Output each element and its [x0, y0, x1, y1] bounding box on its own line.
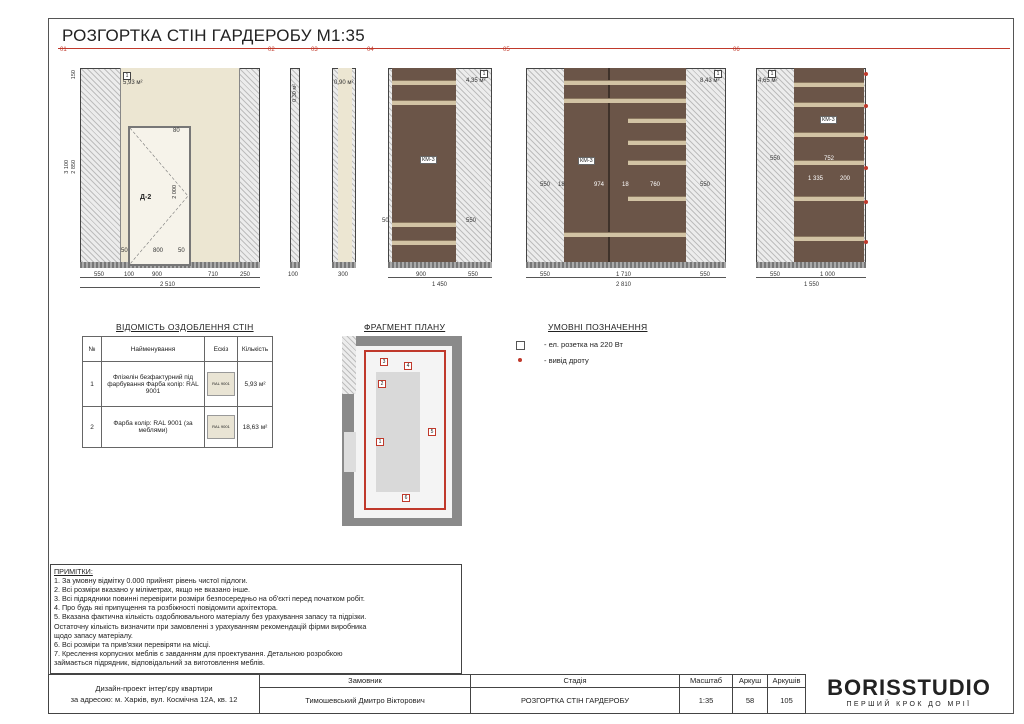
- w-3: 900: [152, 272, 163, 278]
- door-dim-right: 50: [178, 248, 185, 254]
- socket-icon: [516, 341, 525, 350]
- plan-marker-5: 5: [428, 428, 436, 436]
- door-dim-top: 80: [173, 128, 180, 134]
- mid-2: 752: [824, 156, 835, 162]
- w-2: 1 710: [616, 272, 632, 278]
- project-address: за адресою: м. Харків, вул. Космічна 12А, кв. 12: [70, 695, 238, 704]
- wire-outlet-icon: [518, 358, 522, 362]
- notes-block: [50, 564, 462, 674]
- note-line: 4. Про будь які припущення та розбіжності повідомити архітектора.: [54, 603, 278, 613]
- note-line: 1. За умовну відмітку 0.000 прийнят рівень чистої підлоги.: [54, 576, 248, 586]
- mid-5: 760: [650, 182, 661, 188]
- col-name: Найменування: [102, 337, 205, 362]
- door-height: 2 000: [172, 185, 178, 199]
- height-top: 150: [71, 70, 77, 80]
- note-line: займається підрядник, відповідальний за виготовлення меблів.: [54, 657, 265, 667]
- stage-label: Стадія: [471, 675, 679, 688]
- sheet-value: 58: [745, 696, 755, 705]
- w-2: 1 000: [820, 272, 836, 278]
- mid-6: 550: [700, 182, 711, 188]
- notes-heading: ПРИМІТКИ:: [54, 567, 93, 576]
- view-number-06: 06: [733, 47, 740, 53]
- w-1: 550: [94, 272, 105, 278]
- wall-badge: 1: [480, 70, 488, 78]
- scale-value: 1:35: [698, 696, 714, 705]
- stamp-sheets: [767, 674, 806, 714]
- finishes-table: [82, 336, 273, 448]
- wall-area: 0,30 м²: [292, 84, 298, 102]
- w-total: 1 450: [432, 282, 448, 288]
- finishes-heading: ВІДОМІСТЬ ОЗДОБЛЕННЯ СТІН: [116, 322, 254, 332]
- client-name: Тимошевський Дмитро Вікторович: [305, 696, 425, 705]
- scale-label: Масштаб: [680, 675, 732, 688]
- project-title: Дизайн-проект інтер'єру квартири: [95, 684, 213, 693]
- color-swatch: RAL 9001: [207, 415, 235, 439]
- wall-area: 4,65 м²: [758, 78, 778, 84]
- plan-marker-3: 3: [380, 358, 388, 366]
- legend-item-wire: - вивід дроту: [544, 356, 589, 365]
- mid-1: 550: [770, 156, 781, 162]
- view-number-01: 01: [60, 47, 67, 53]
- mid-2: 18: [558, 182, 565, 188]
- stamp-sheet: [732, 674, 768, 714]
- w-1: 300: [338, 272, 349, 278]
- view-number-05: 05: [503, 47, 510, 53]
- w-total: 1 550: [804, 282, 820, 288]
- note-line: 6. Всі розміри та прив'язки перевіряти на місці.: [54, 639, 211, 649]
- note-line: 3. Всі підрядники повинні перевірити розміри безпосередньо на об'єкті перед початком робіт.: [54, 594, 365, 604]
- height-total: 3 100: [64, 160, 70, 174]
- wall-badge: 1: [123, 72, 131, 80]
- stamp-stage: [470, 674, 680, 714]
- logo-slogan: ПЕРШИЙ КРОК ДО МРІЇ: [846, 701, 972, 708]
- plan-marker-1: 1: [376, 438, 384, 446]
- wall-area: 5,93 м²: [123, 80, 143, 86]
- furniture-tag: КМ-3: [422, 157, 435, 163]
- plan-marker-4: 4: [404, 362, 412, 370]
- mid-3: 1 335: [808, 176, 824, 182]
- note-line: 7. Креслення корпусних меблів є завданням для проектування. Детальною розробкою: [54, 648, 343, 658]
- wall-badge: 1: [714, 70, 722, 78]
- studio-logo: [806, 676, 1012, 714]
- w-2: 550: [468, 272, 479, 278]
- view-number-03: 03: [311, 47, 318, 53]
- view-number-04: 04: [367, 47, 374, 53]
- wall-area: 0,90 м²: [334, 80, 354, 86]
- dim-depth: 550: [466, 218, 477, 224]
- plan-marker-6: 6: [402, 494, 410, 502]
- sheet-title: РОЗГОРТКА СТІН ГАРДЕРОБУ М1:35: [62, 26, 365, 45]
- door-dim-width: 800: [153, 248, 164, 254]
- wall-area: 4,35 м²: [466, 78, 486, 84]
- w-5: 250: [240, 272, 251, 278]
- note-line: 2. Всі розміри вказано у міліметрах, якщо не вказано інше.: [54, 585, 250, 595]
- height-clear: 2 850: [71, 160, 77, 174]
- table-row: 2 Фарба колір: RAL 9001 (за меблями) RAL 9001 18,63 м²: [83, 407, 273, 448]
- title-rule: [58, 48, 1010, 49]
- w-1: 550: [540, 272, 551, 278]
- client-label: Замовник: [260, 675, 470, 688]
- view-number-02: 02: [268, 47, 275, 53]
- w-1: 550: [770, 272, 781, 278]
- door-dim-left: 50: [121, 248, 128, 254]
- logo-name: BORISSTUDIO: [827, 675, 991, 700]
- mid-3: 974: [594, 182, 605, 188]
- stamp-client: [259, 674, 471, 714]
- stamp-scale: [679, 674, 733, 714]
- col-number: №: [83, 337, 102, 362]
- w-1: 900: [416, 272, 427, 278]
- sheet-label: Аркуш: [733, 675, 767, 688]
- sheets-label: Аркушів: [768, 675, 805, 688]
- w-3: 550: [700, 272, 711, 278]
- w-1: 100: [288, 272, 299, 278]
- legend-item-socket: - ел. розетка на 220 Вт: [544, 340, 623, 349]
- col-qty: Кількість: [238, 337, 273, 362]
- note-line: щодо запасу матеріалу.: [54, 630, 133, 640]
- plan-heading: ФРАГМЕНТ ПЛАНУ: [364, 322, 446, 332]
- col-sketch: Ескіз: [205, 337, 238, 362]
- mid-4: 200: [840, 176, 851, 182]
- furniture-tag: КМ-3: [822, 117, 835, 123]
- wall-badge: 1: [768, 70, 776, 78]
- furniture-tag: КМ-3: [580, 158, 593, 164]
- stage-value: РОЗГОРТКА СТІН ГАРДЕРОБУ: [520, 696, 630, 705]
- w-total: 2 510: [160, 282, 176, 288]
- wall-area: 8,43 м²: [700, 78, 720, 84]
- mid-1: 550: [540, 182, 551, 188]
- w-4: 710: [208, 272, 219, 278]
- mid-4: 18: [622, 182, 629, 188]
- w-total: 2 810: [616, 282, 632, 288]
- w-2: 100: [124, 272, 135, 278]
- legend-heading: УМОВНІ ПОЗНАЧЕННЯ: [548, 322, 648, 332]
- table-row: 1 Флізелін безфактурний під фарбування Фарба колір: RAL 9001 RAL 9001 5,93 м²: [83, 362, 273, 407]
- dim-small: 50: [382, 218, 389, 224]
- plan-marker-2: 2: [378, 380, 386, 388]
- color-swatch: RAL 9001: [207, 372, 235, 396]
- sheets-value: 105: [780, 696, 793, 705]
- note-line: Остаточну кількість визначити при замовленні з урахуванням рекомендацій фірми виробника: [54, 621, 367, 631]
- door-tag: Д-2: [140, 194, 152, 201]
- stamp-project: [48, 674, 260, 714]
- note-line: 5. Вказана фактична кількість оздоблювального матеріалу без урахування запасу та підрізки.: [54, 612, 367, 622]
- door-swing-lines: [128, 126, 191, 266]
